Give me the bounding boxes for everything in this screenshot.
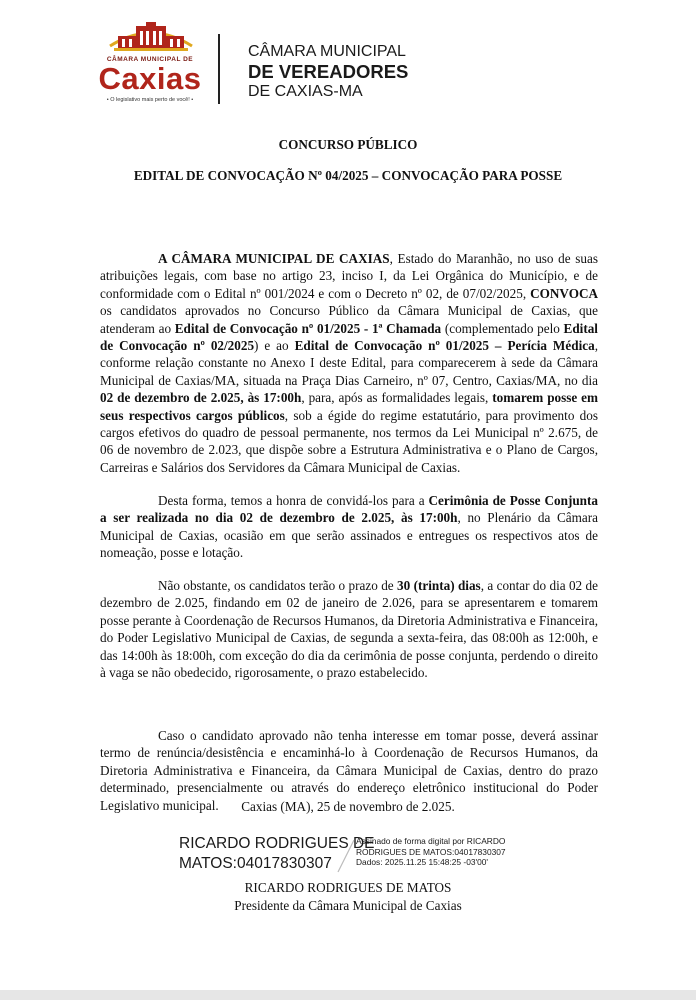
paragraph-1: A CÂMARA MUNICIPAL DE CAXIAS, Estado do Maranhão, no uso de suas atribuições legais, com base no artigo 23, inciso I, da Lei Orgânica do Município, e de conformidade com o Edital nº 001/2024 e com o Decreto nº 02, de 07/02/2025, CONVOCA os candidatos aprovados no Concurso Público da Câmara Municipal de Caxias, que atenderam ao Edital de Convocação nº 01/2025 - 1ª Chamada (complementado pelo Edital de Convocação nº 02/2025) e ao Edital de Convocação nº 01/2025 – Perícia Médica, conforme relação constante no Anexo I deste Edital, para comparecerem à sede da Câmara Municipal de Caxias/MA, situada na Praça Dias Carneiro, nº 07, Centro, Caxias/MA, no dia 02 de dezembro de 2.025, às 17:00h, para, após as formalidades legais, tomarem posse em seus respectivos cargos públicos, sob a égide do regime estatutário, para provimento dos cargos efetivos do quadro de pessoal permanente, nos termos da Lei Municipal nº 2.675, de 06 de novembro de 2.023, que dispõe sobre a Estrutura Administrativa e o Plano de Cargos, Carreiras e Salários dos Servidores da Câmara Municipal de Caxias. [100, 251, 599, 475]
camara-logo [90, 22, 210, 106]
digital-signature-name: RICARDO RODRIGUES DE MATOS:04017830307 [179, 835, 375, 872]
paragraph-2: Desta forma, temos a honra de convidá-los para a Cerimônia de Posse Conjunta a ser realizada no dia 02 de dezembro de 2.025, às 17:00h, no Plenário da Câmara Municipal de Caxias, ocasião em que serão assinados e entregues os respectivos atos de nomeação, posse e lotação. [100, 493, 598, 561]
digital-signature-details: Assinado de forma digital por RICARDO RODRIGUES DE MATOS:04017830307 Dados: 2025.11.25 15:48:25 -03'00' [356, 836, 506, 868]
signatory-name: RICARDO RODRIGUES DE MATOS [244, 880, 452, 895]
paragraph-3: Não obstante, os candidatos terão o prazo de 30 (trinta) dias, a contar do dia 02 de dezembro de 2.025, findando em 02 de janeiro de 2.026, para se apresentarem e tomarem posse perante à Coordenação de Recursos Humanos, da Diretoria Administrativa e Financeira, do Poder Legislativo Municipal de Caxias, de segunda a sexta-feira, das 08:00h as 12:00h, e das 14:00h às 18:00h, com exceção do dia da cerimônia de posse conjunta, perdendo o direito à vaga se não obedecido, rigorosamente, o prazo estabelecido. [100, 578, 598, 681]
paragraph-4: Caso o candidato aprovado não tenha interesse em tomar posse, deverá assinar termo de renúncia/desistência e encaminhá-lo à Coordenação de Recursos Humanos, da Diretoria Administrativa e Financeira, da Câmara Municipal de Caxias, dentro do prazo determinado, presencialmente ou através do endereço eletrônico institucional do Poder Legislativo municipal. [100, 728, 598, 813]
bottom-strip [0, 990, 696, 1000]
header-divider [218, 34, 220, 104]
signatory-role: Presidente da Câmara Municipal de Caxias [234, 898, 462, 913]
org-line-2: DE VEREADORES [248, 61, 409, 82]
document-subtitle: EDITAL DE CONVOCAÇÃO Nº 04/2025 – CONVOCAÇÃO PARA POSSE [133, 168, 563, 183]
org-line-3: DE CAXIAS-MA [248, 83, 363, 100]
document-date: Caxias (MA), 25 de novembro de 2.025. [241, 799, 455, 814]
org-name [248, 42, 408, 101]
logo-caption: CÂMARA MUNICIPAL DE [106, 56, 194, 63]
document-title: CONCURSO PÚBLICO [278, 137, 418, 152]
org-line-1: CÂMARA MUNICIPAL [248, 43, 406, 60]
logo-tagline: • O legislativo mais perto de você! • [106, 97, 194, 103]
logo-word: Caxias [98, 61, 202, 96]
building-icon [106, 22, 196, 52]
